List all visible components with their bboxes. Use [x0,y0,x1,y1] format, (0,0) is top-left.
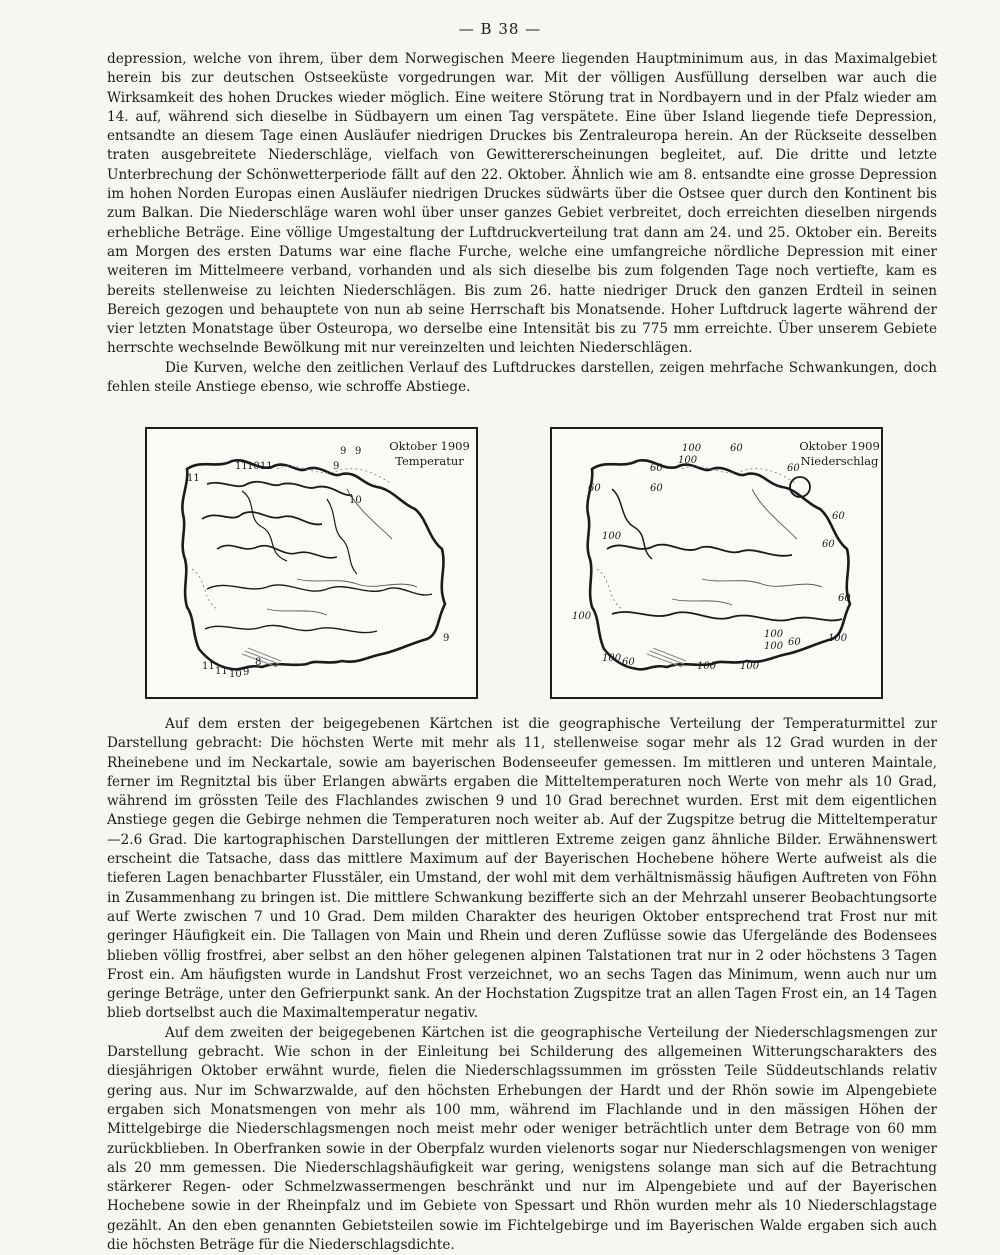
isohyet-label: 100 [678,455,698,466]
isohyet-label: 100 [764,629,784,640]
map-caption-subtitle: Temperatur [395,454,464,468]
isotherm-label: 9 [333,461,340,472]
isotherm-label: 9 [340,446,347,457]
isohyet-label: 60 [788,637,801,648]
isohyet-label: 60 [650,463,663,474]
paragraph: Auf dem zweiten der beigegebenen Kärtchen ist die geographische Verteilung der Niederschlagsmengen zur Darstellung gebracht. Wie schon in der Einleitung bei Schilderung des allgemeinen Witterungscharakters des diesjährigen Oktober erwähnt wurde, fielen die Niederschlagssummen im grössten Teile Süddeutschlands relativ gering aus. Nur im Schwarzwalde, auf den höchsten Erhebungen der Hardt und der Rhön sowie im Alpengebiete ergaben sich Monatsmengen von mehr als 100 mm, während im Flachlande und in den mässigen Höhen der Mittelgebirge die Niederschlagsmengen noch meist mehr oder weniger beträchtlich unter dem Betrage von 60 mm zurückblieben. In Oberfranken sowie in der Oberpfalz wurden vielenorts sogar nur Niederschlagsmengen von weniger als 20 mm gemessen. Die Niederschlagshäufigkeit war gering, wenigstens solange man sich auf die Betrachtung stärkerer Regen- oder Schmelzwassermengen beschränkt und nur im Alpengebiete und auf der Bayerischen Hochebene sowie in der Rheinpfalz und im Gebiete von Spessart und Rhön wurden mehr als 10 Niederschlagstage gezählt. An den eben genannten Gebietsteilen sowie im Fichtelgebirge und im Bayerischen Walde ergaben sich auch die höchsten Beträge für die Niederschlagsdichte. [107,1024,937,1254]
map-caption [797,439,882,469]
isotherm-label: 11 [215,666,228,677]
isotherm-label: 10 [247,461,260,472]
isotherm-label: 9 [355,446,362,457]
isotherm-label: 9 [243,667,250,678]
temperature-map [145,427,478,699]
isotherm-label: 11 [235,461,248,472]
isohyet-label: 100 [682,443,702,454]
text-block-top [107,50,937,397]
paragraph: depression, welche von ihrem, über dem Norwegischen Meere liegenden Hauptminimum aus, in das Maximalgebiet herein bis zur deutschen Ostseeküste vorgedrungen war. Mit der völligen Ausfüllung derselben war auch die Wirksamkeit des hohen Druckes wieder möglich. Eine weitere Störung trat in Nordbayern und in der Pfalz wieder am 14. auf, während sich dieselbe in Südbayern um einen Tag verspätete. Eine über Island liegende tiefe Depression, entsandte an diesem Tage einen Ausläufer niedrigen Druckes bis Zentraleuropa herein. An der Rückseite desselben traten ausgebreitete Niederschläge, vielfach von Gewittererscheinungen begleitet, auf. Die dritte und letzte Unterbrechung der Schönwetterperiode fällt auf den 22. Oktober. Ähnlich wie am 8. entsandte eine grosse Depression im hohen Norden Europas einen Ausläufer niedrigen Druckes südwärts über die Ostsee quer durch den Kontinent bis zum Balkan. Die Niederschläge waren wohl über unser ganzes Gebiet verbreitet, doch erreichten dieselben nirgends erhebliche Beträge. Eine völlige Umgestaltung der Luftdruckverteilung trat dann am 24. und 25. Oktober ein. Bereits am Morgen des ersten Datums war eine flache Furche, welche eine umfangreiche nördliche Depression mit einer weiteren im Mittelmeere verband, vorhanden und als sich dieselbe bis zum folgenden Tage noch vertiefte, kam es bereits stellenweise zu leichten Niederschlägen. Bis zum 26. hatte niedriger Druck den ganzen Erdteil in seinen Bereich gezogen und behauptete von nun ab seine Herrschaft bis Monatsende. Hoher Luftdruck lagerte während der vier letzten Monatstage über Osteuropa, wo derselbe eine Intensität bis zu 775 mm erreichte. Über unserem Gebiete herrschte wechselnde Bewölkung mit nur vereinzelten und leichten Niederschlägen. [107,51,937,357]
isohyet-label: 60 [650,483,663,494]
temperature-map-drawing [147,429,476,697]
text-block-bottom [107,715,937,1255]
precipitation-map-drawing [552,429,881,697]
precipitation-map [550,427,883,699]
paragraph: Auf dem ersten der beigegebenen Kärtchen ist die geographische Verteilung der Temperaturmittel zur Darstellung gebracht: Die höchsten Werte mit mehr als 11, stellenweise sogar mehr als 12 Grad wurden in der Rheinebene und im Neckartale, sowie am bayerischen Bodenseeufer gemessen. Im mittleren und unteren Maintale, ferner im Regnitztal bis über Erlangen abwärts ergaben die Mitteltemperaturen noch Werte von mehr als 10 Grad, während im grössten Teile des Flachlandes zwischen 9 und 10 Grad berechnet wurden. Erst mit dem eigentlichen Anstiege gegen die Gebirge nehmen die Temperaturen noch weiter ab. Auf der Zugspitze betrug die Mitteltemperatur —2.6 Grad. Die kartographischen Darstellungen der mittleren Extreme zeigen ganz ähnliche Bilder. Erwähnenswert erscheint die Tatsache, dass das mittlere Maximum auf der Bayerischen Hochebene höhere Werte aufweist als die tieferen Lagen benachbarter Flusstäler, ein Umstand, der wohl mit dem verhältnismässig häufigen Auftreten von Föhn in Zusammenhang zu bringen ist. Die mittlere Schwankung bezifferte sich an der Mehrzahl unserer Beobachtungsorte auf Werte zwischen 7 und 10 Grad. Dem milden Charakter des heurigen Oktober entsprechend trat Frost nur mit geringer Häufigkeit ein. Die Tallagen von Main und Rhein und deren Zuflüsse sowie das Ufergelände des Bodensees blieben völlig frostfrei, aber selbst an den höher gelegenen alpinen Talstationen trat nur in 2 oder höchstens 3 Tagen Frost ein. Am häufigsten wurde in Landshut Frost verzeichnet, wo an sechs Tagen das Minimum, wenn auch nur um geringe Beträge, unter den Gefrierpunkt sank. An der Hochstation Zugspitze trat an allen Tagen Frost ein, an 14 Tagen blieb dortselbst auch die Maximaltemperatur negativ. [107,716,937,1022]
isohyet-label: 60 [832,511,845,522]
isotherm-label: 11 [187,473,200,484]
isohyet-label: 100 [828,633,848,644]
isohyet-label: 100 [764,641,784,652]
map-caption-subtitle: Niederschlag [800,454,879,468]
isotherm-label: 8 [255,657,262,668]
isohyet-label: 60 [822,539,835,550]
isohyet-label: 60 [588,483,601,494]
isohyet-label: 100 [740,661,760,672]
map-caption-title: Oktober 1909 [389,439,470,453]
isohyet-label: 60 [622,657,635,668]
isotherm-label: 11 [260,461,273,472]
page-number-header: — B 38 — [458,20,542,38]
isohyet-label: 100 [697,661,717,672]
isohyet-label: 100 [602,653,622,664]
isohyet-label: 60 [838,593,851,604]
map-caption [387,439,472,469]
isotherm-label: 10 [349,495,362,506]
map-caption-title: Oktober 1909 [799,439,880,453]
paragraph: Die Kurven, welche den zeitlichen Verlauf des Luftdruckes darstellen, zeigen mehrfache Schwankungen, doch fehlen steile Anstiege ebenso, wie schroffe Abstiege. [107,359,937,396]
isotherm-label: 10 [229,669,242,680]
isotherm-label: 11 [202,661,215,672]
isohyet-label: 100 [602,531,622,542]
isohyet-label: 60 [787,463,800,474]
isohyet-label: 60 [730,443,743,454]
isotherm-label: 9 [443,633,450,644]
isohyet-label: 100 [572,611,592,622]
